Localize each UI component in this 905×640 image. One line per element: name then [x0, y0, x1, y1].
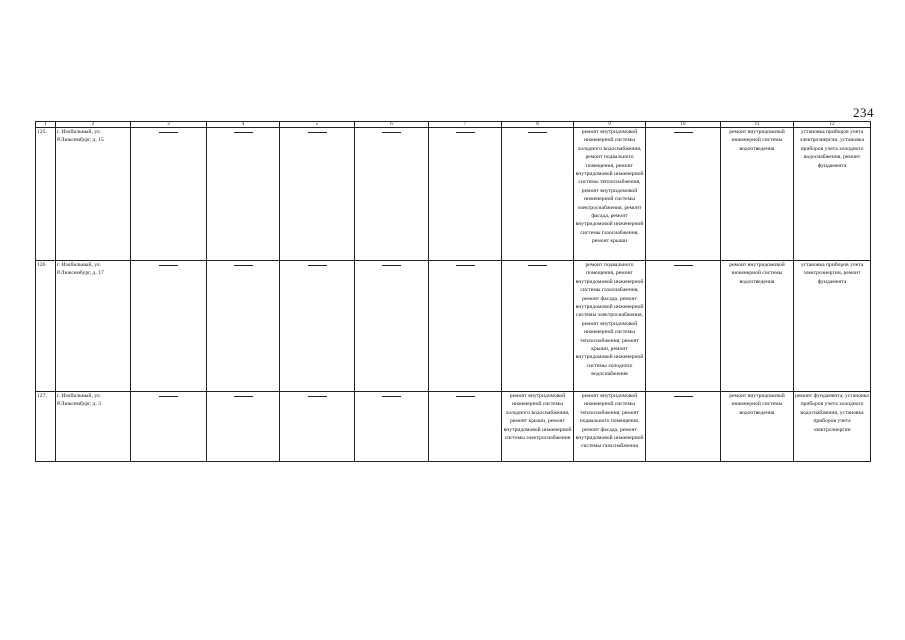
dash-mark: [674, 132, 693, 133]
dash-mark: [456, 396, 475, 397]
column-header: 12: [794, 122, 871, 128]
address-cell: г. Изобильный, ул. Р.Люксембург, д. 15: [56, 128, 131, 261]
empty-cell: [131, 261, 207, 392]
empty-cell: [646, 392, 721, 462]
dash-mark: [234, 396, 253, 397]
empty-cell: [429, 392, 502, 462]
empty-cell: [429, 261, 502, 392]
table-row: [36, 261, 871, 392]
page-number: 234: [853, 105, 874, 120]
column-header: 4: [207, 122, 280, 128]
empty-cell: [280, 261, 355, 392]
dash-mark: [234, 132, 253, 133]
empty-cell: [131, 128, 207, 261]
dash-mark: [528, 265, 547, 266]
dash-mark: [456, 265, 475, 266]
table-row: [36, 128, 871, 261]
column-header: 6: [355, 122, 429, 128]
work-list-cell: установка приборов учета электроэнергии, установка приборов учета холодного водоснабжения, ремонт фундамента: [794, 128, 871, 261]
dash-mark: [674, 265, 693, 266]
column-header: 5: [280, 122, 355, 128]
dash-mark: [159, 265, 178, 266]
dash-mark: [308, 132, 327, 133]
empty-cell: [207, 392, 280, 462]
column-header: 10: [646, 122, 721, 128]
dash-mark: [159, 132, 178, 133]
work-list-cell: ремонт внутридомовой инженерной системы водоотведения: [721, 128, 794, 261]
empty-cell: [355, 128, 429, 261]
dash-mark: [382, 265, 401, 266]
column-header: 9: [574, 122, 646, 128]
dash-mark: [159, 396, 178, 397]
work-list-cell: установка приборов учета электроэнергии, ремонт фундамента: [794, 261, 871, 392]
empty-cell: [207, 128, 280, 261]
empty-cell: [502, 128, 574, 261]
work-list-cell: ремонт подвального помещения, ремонт внутридомовой инженерной системы газоснабжения, ремонт фасада, ремонт внутридомовой инженерной системы электроснабжения, ремонт внутридомовой инженерной системы теплоснабжения, ремонт крыши, ремонт внутридомовой инженерной системы холодного водоснабжения: [574, 261, 646, 392]
column-header: 8: [502, 122, 574, 128]
column-header: 11: [721, 122, 794, 128]
empty-cell: [429, 128, 502, 261]
empty-cell: [355, 392, 429, 462]
work-list-cell: ремонт внутридомовой инженерной системы теплоснабжения, ремонт подвального помещения, ремонт фасада, ремонт внутридомовой инженерной системы газоснабжения: [574, 392, 646, 462]
work-list-cell: ремонт внутридомовой инженерной системы холодного водоснабжения, ремонт подвального помещения, ремонт внутридомовой инженерной системы теплоснабжения, ремонт внутридомовой инженерной системы электроснабжения, ремонт фасада, ремонт внутридомовой инженерной системы газоснабжения, ремонт крыши: [574, 128, 646, 261]
work-list-cell: ремонт внутридомовой инженерной системы холодного водоснабжения, ремонт крыши, ремонт внутридомовой инженерной системы электроснабжения: [502, 392, 574, 462]
empty-cell: [355, 261, 429, 392]
dash-mark: [308, 265, 327, 266]
work-list-cell: ремонт фундамента, установка приборов учета холодного водоснабжения, установка приборов учета электроэнергии: [794, 392, 871, 462]
empty-cell: [207, 261, 280, 392]
empty-cell: [646, 261, 721, 392]
empty-cell: [280, 392, 355, 462]
address-cell: г. Изобильный, ул. Р.Люксембург, д. 17: [56, 261, 131, 392]
empty-cell: [502, 261, 574, 392]
dash-mark: [674, 396, 693, 397]
dash-mark: [382, 132, 401, 133]
empty-cell: [646, 128, 721, 261]
table-row: [36, 392, 871, 462]
empty-cell: [280, 128, 355, 261]
dash-mark: [234, 265, 253, 266]
address-cell: г. Изобильный, ул. Р.Люксембург, д. 3: [56, 392, 131, 462]
column-header: 2: [56, 122, 131, 128]
row-number: 125.: [36, 128, 56, 261]
repair-schedule-table: [35, 121, 871, 462]
empty-cell: [131, 392, 207, 462]
row-number: 126: [36, 261, 56, 392]
column-header: 3: [131, 122, 207, 128]
dash-mark: [382, 396, 401, 397]
dash-mark: [308, 396, 327, 397]
work-list-cell: ремонт внутридомовой инженерной системы водоотведения: [721, 392, 794, 462]
column-header: 1: [36, 122, 56, 128]
dash-mark: [456, 132, 475, 133]
dash-mark: [528, 132, 547, 133]
row-number: 127.: [36, 392, 56, 462]
column-header: 7: [429, 122, 502, 128]
work-list-cell: ремонт внутридомовой инженерной системы водоотведения: [721, 261, 794, 392]
